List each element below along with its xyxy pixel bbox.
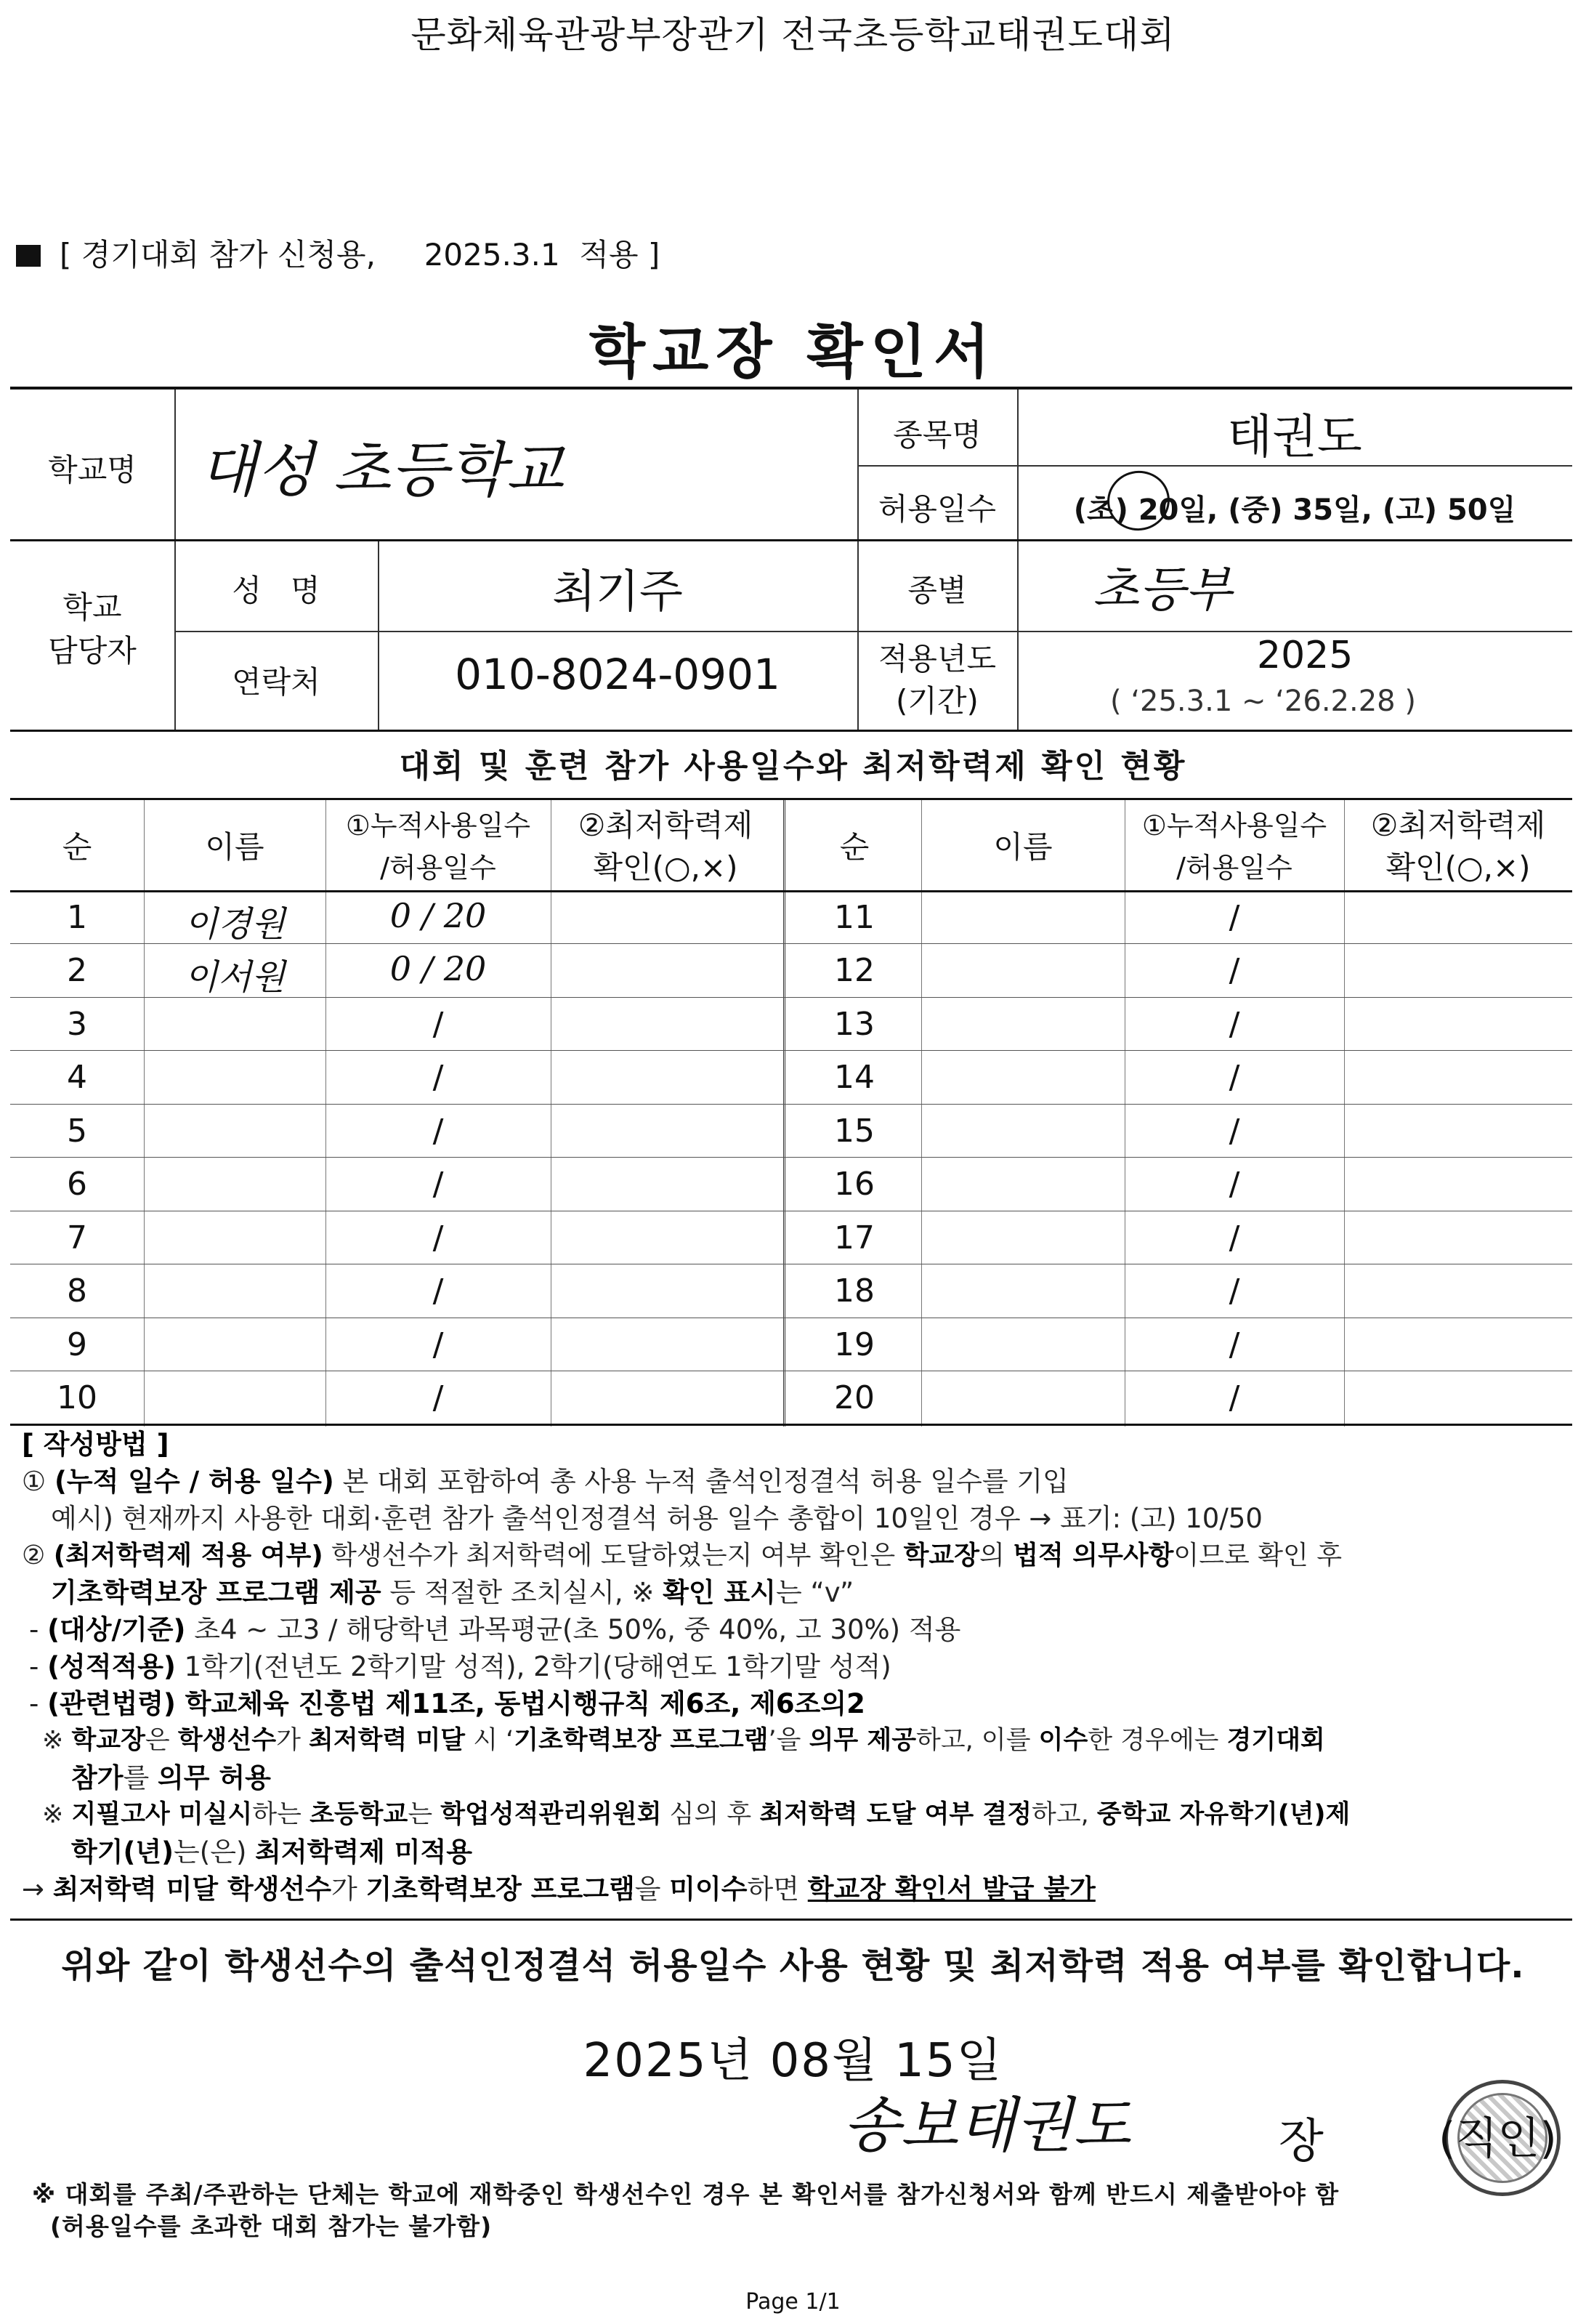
table-divider — [10, 890, 1572, 892]
row-student-name: 이경원 — [184, 904, 286, 945]
event-value: 태권도 — [1227, 411, 1362, 464]
square-bullet-icon — [16, 245, 41, 267]
row-number: 16 — [834, 1166, 875, 1203]
table-divider — [174, 631, 1572, 632]
year-label-line2: (기간) — [896, 683, 979, 719]
col-header-days — [1125, 804, 1344, 889]
row-days-used: / — [1229, 1059, 1240, 1096]
row-number: 11 — [834, 899, 875, 936]
manager-name-value: 최기주 — [552, 565, 683, 618]
col-header-no: 순 — [839, 829, 870, 865]
col-header-check-line2: 확인(○,×) — [593, 850, 738, 885]
confirmation-statement: 위와 같이 학생선수의 출석인정결석 허용일수 사용 현황 및 최저학력 적용 여부를 확인합니다. — [61, 1945, 1525, 1986]
table-divider — [144, 800, 145, 1427]
row-days-used: / — [1229, 1379, 1240, 1416]
confirmation-date: 2025년 08월 15일 — [583, 2034, 1003, 2088]
table-divider — [10, 1050, 1572, 1051]
competition-title: 문화체육관광부장관기 전국초등학교태권도대회 — [410, 14, 1176, 56]
instruction-line: 학기(년)는(은) 최저학력제 미적용 — [71, 1836, 472, 1868]
row-number: 15 — [834, 1113, 875, 1150]
row-number: 10 — [57, 1379, 97, 1416]
row-days-used: / — [432, 1379, 444, 1416]
school-info-table — [10, 387, 1572, 732]
row-number: 2 — [67, 952, 87, 989]
col-header-check-line1: ②최저학력제 — [1370, 807, 1546, 843]
category-value: 초등부 — [1093, 562, 1232, 618]
row-number: 9 — [67, 1326, 87, 1363]
instruction-line: 기초학력보장 프로그램 제공 등 적절한 조치실시, ※ 확인 표시는 “v” — [51, 1577, 854, 1608]
row-number: 13 — [834, 1006, 875, 1043]
row-days-used: / — [1229, 1272, 1240, 1310]
col-header-days-line2: /허용일수 — [380, 852, 496, 884]
contact-label-line2: 담당자 — [48, 633, 137, 669]
school-name-value: 대성 초등학교 — [199, 436, 564, 505]
row-days-used: / — [432, 1272, 444, 1310]
instruction-line: - (대상/기준) 초4 ~ 고3 / 해당학년 과목평균(초 50%, 중 40%, 고 30%) 적용 — [29, 1614, 961, 1645]
row-days-used: / — [1229, 899, 1240, 936]
col-header-days-line1: ①누적사용일수 — [1141, 810, 1327, 842]
year-label-line1: 적용년도 — [878, 641, 997, 677]
row-number: 1 — [67, 899, 87, 936]
row-days-used: / — [1229, 1006, 1240, 1043]
phone-label: 연락처 — [232, 664, 320, 700]
col-header-check — [551, 804, 780, 889]
year-value: 2025 — [1257, 634, 1354, 677]
instructions-block — [22, 1426, 1569, 1908]
usage-section-title: 대회 및 훈련 참가 사용일수와 최저학력제 확인 현황 — [399, 748, 1187, 785]
allowed-days-label: 허용일수 — [878, 491, 997, 527]
row-days-used: / — [1229, 952, 1240, 989]
notice-text: [ 경기대회 참가 신청용, 2025.3.1 적용 ] — [60, 237, 660, 273]
col-header-name: 이름 — [205, 829, 264, 865]
instruction-line: ② (최저학력제 적용 여부) 학생선수가 최저학력에 도달하였는지 여부 확인은 학교장의 법적 의무사항이므로 확인 후 — [22, 1541, 1342, 1570]
instruction-line: - (성적적용) 1학기(전년도 2학기말 성적), 2학기(당해연도 1학기말 성적) — [29, 1651, 891, 1682]
row-days-used: / — [432, 1059, 444, 1096]
col-header-check — [1344, 804, 1572, 889]
row-number: 4 — [67, 1059, 87, 1096]
table-divider — [10, 539, 1572, 541]
instruction-line: 예시) 현재까지 사용한 대회·훈련 참가 출석인정결석 허용 일수 총합이 10일인 경우 → 표기: (고) 10/50 — [51, 1503, 1263, 1534]
usage-table — [10, 798, 1572, 1427]
row-number: 18 — [834, 1272, 875, 1310]
event-label: 종목명 — [893, 417, 982, 453]
principal-signature: 송보태권도 — [843, 2091, 1131, 2160]
col-header-days-line2: /허용일수 — [1176, 852, 1292, 884]
table-divider — [1344, 800, 1345, 1427]
instruction-line: ※ 학교장은 학생선수가 최저학력 미달 시 ‘기초학력보장 프로그램’을 의무 제공하고, 이를 이수한 경우에는 경기대회 — [42, 1726, 1325, 1755]
row-days-used: 0 / 20 — [389, 896, 487, 935]
instruction-line: ※ 지필고사 미실시하는 초등학교는 학업성적관리위원회 심의 후 최저학력 도달 여부 결정하고, 중학교 자유학기(년)제 — [42, 1800, 1351, 1829]
instruction-line: → 최저학력 미달 학생선수가 기초학력보장 프로그램을 미이수하면 학교장 확인서 발급 불가 — [22, 1873, 1096, 1905]
footer-note-line1: ※ 대회를 주최/주관하는 단체는 학교에 재학중인 학생선수인 경우 본 확인서를 참가신청서와 함께 반드시 제출받아야 함 — [32, 2180, 1340, 2208]
phone-value: 010-8024-0901 — [455, 650, 780, 699]
row-days-used: / — [432, 1006, 444, 1043]
col-header-days — [325, 804, 551, 889]
table-divider — [10, 1157, 1572, 1158]
row-days-used: / — [432, 1166, 444, 1203]
col-header-check-line2: 확인(○,×) — [1385, 850, 1531, 885]
row-days-used: / — [1229, 1166, 1240, 1203]
row-number: 3 — [67, 1006, 87, 1043]
seal-label: (직인) — [1439, 2113, 1557, 2164]
row-student-name: 이서원 — [184, 957, 286, 998]
row-days-used: / — [1229, 1326, 1240, 1363]
table-divider — [10, 1104, 1572, 1105]
col-header-no: 순 — [62, 829, 92, 865]
footer-note — [32, 2179, 1339, 2243]
row-days-used: / — [432, 1219, 444, 1256]
allowed-days-value: (초) 20일, (중) 35일, (고) 50일 — [1073, 493, 1516, 527]
table-divider — [783, 800, 785, 1427]
category-label: 종별 — [907, 573, 967, 608]
year-label — [857, 638, 1017, 722]
instruction-line: - (관련법령) 학교체육 진흥법 제11조, 동법시행규칙 제6조, 제6조의2 — [29, 1688, 865, 1719]
manager-name-label: 성 명 — [232, 573, 320, 608]
instruction-line: ① (누적 일수 / 허용 일수) 본 대회 포함하여 총 사용 누적 출석인정결석 허용 일수를 기입 — [22, 1466, 1069, 1497]
row-number: 8 — [67, 1272, 87, 1310]
col-header-check-line1: ②최저학력제 — [578, 807, 753, 843]
row-days-used: / — [432, 1326, 444, 1363]
row-number: 7 — [67, 1219, 87, 1256]
period-value: ( ‘25.3.1 ~ ‘26.2.28 ) — [1110, 685, 1416, 718]
row-number: 20 — [834, 1379, 875, 1416]
row-number: 6 — [67, 1166, 87, 1203]
row-number: 17 — [834, 1219, 875, 1256]
instruction-line: 참가를 의무 허용 — [71, 1762, 271, 1794]
row-number: 19 — [834, 1326, 875, 1363]
page-number: Page 1/1 — [745, 2289, 841, 2315]
table-divider — [921, 800, 922, 1427]
row-days-used: / — [1229, 1113, 1240, 1150]
col-header-days-line1: ①누적사용일수 — [345, 810, 531, 842]
document-title: 학교장 확인서 — [588, 318, 998, 386]
col-header-name: 이름 — [993, 829, 1053, 865]
row-number: 5 — [67, 1113, 87, 1150]
row-days-used: / — [432, 1113, 444, 1150]
contact-label-line1: 학교 — [62, 589, 122, 625]
instructions-heading: [ 작성방법 ] — [22, 1429, 169, 1460]
school-name-label: 학교명 — [48, 452, 137, 488]
section-divider — [10, 1918, 1572, 1921]
contact-person-label — [10, 586, 174, 673]
application-notice — [16, 231, 660, 275]
title-suffix: 장 — [1279, 2115, 1324, 2168]
footer-note-line2: (허용일수를 초과한 대회 참가는 불가함) — [32, 2212, 493, 2240]
row-number: 12 — [834, 952, 875, 989]
row-days-used: / — [1229, 1219, 1240, 1256]
row-number: 14 — [834, 1059, 875, 1096]
row-days-used: 0 / 20 — [389, 949, 487, 988]
